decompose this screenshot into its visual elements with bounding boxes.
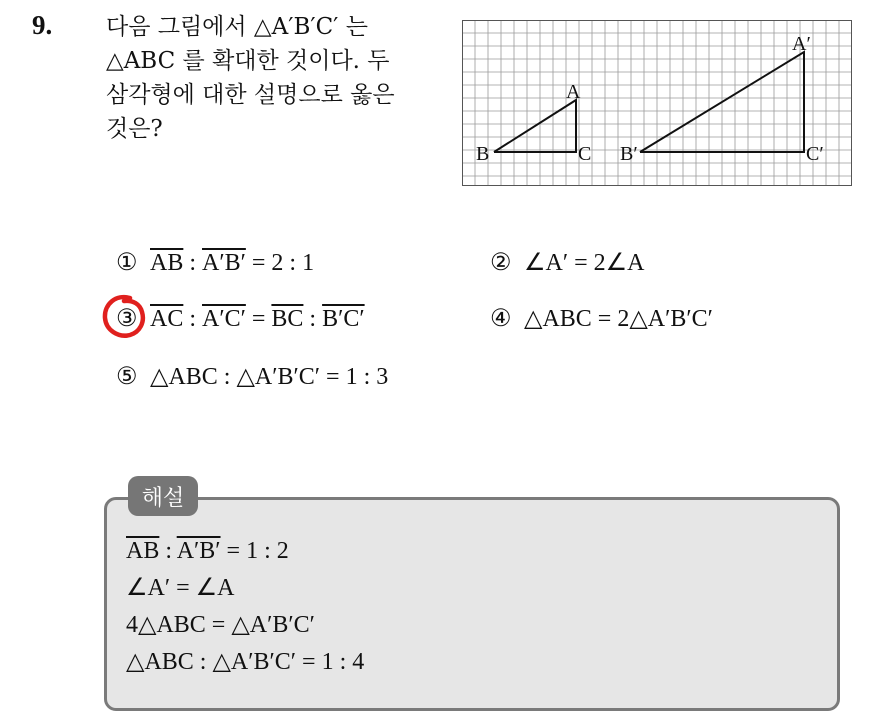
option-1[interactable] [116,248,314,277]
label-a: A [566,81,581,103]
option-number: ② [490,250,512,276]
question-text [106,10,436,146]
answer-circle-mark [100,292,148,340]
question-line: 삼각형에 대한 설명으로 옳은 [106,82,395,108]
option-number: ④ [490,306,512,332]
segment-a2b2: A′B′ [176,538,221,564]
option-text: ∠A′ = 2∠A [524,250,645,276]
segment-a2c2: A′C′ [202,306,246,332]
segment-ac: $\overline{AC}$ [150,306,184,332]
option-tail: = 2 : 1 [245,250,315,276]
label-c: C [578,143,592,165]
segment-b2c2: B′C′ [322,306,365,332]
option-text: △ABC = 2△A′B′C′ [524,306,713,332]
option-number: ⑤ [116,364,138,390]
solution-line-3: 4△ABC = △A′B′C′ [126,612,315,638]
option-5[interactable] [116,362,388,391]
ratio-colon: : [159,538,177,564]
question-line: 다음 그림에서 △A′B′C′ 는 [106,14,368,40]
label-b-prime: B′ [620,143,638,165]
label-c-prime: C′ [806,143,824,165]
triangle-figure [462,20,852,186]
solution-tail: = 1 : 2 [220,538,289,564]
ratio-colon: : [303,306,323,332]
segment-ab: $\overline{AB}$ [150,250,184,276]
segment-bc: $\overline{BC}$ [271,306,304,332]
equals: = [245,306,272,332]
solution-lines [126,533,364,681]
option-3[interactable] [116,304,365,333]
label-b: B [476,143,490,165]
option-number: ① [116,250,138,276]
question-number: 9. [32,10,53,40]
solution-line-1 [126,533,364,570]
question-line: △ABC 를 확대한 것이다. 두 [106,48,390,74]
ratio-colon: : [183,250,203,276]
label-a-prime: A′ [792,33,811,55]
option-2[interactable] [490,248,644,277]
option-number: ③ [116,306,138,332]
option-text: △ABC : △A′B′C′ = 1 : 3 [150,364,389,390]
segment-ab: $\overline{AB}$ [126,538,160,564]
ratio-colon: : [183,306,203,332]
solution-line-4: △ABC : △A′B′C′ = 1 : 4 [126,649,365,675]
option-4[interactable] [490,304,713,333]
segment-a2b2: A′B′ [202,250,246,276]
triangle-abc [494,100,576,152]
solution-line-2: ∠A′ = ∠A [126,575,235,601]
question-line: 것은? [106,116,163,142]
solution-tab: 해설 [128,476,198,516]
